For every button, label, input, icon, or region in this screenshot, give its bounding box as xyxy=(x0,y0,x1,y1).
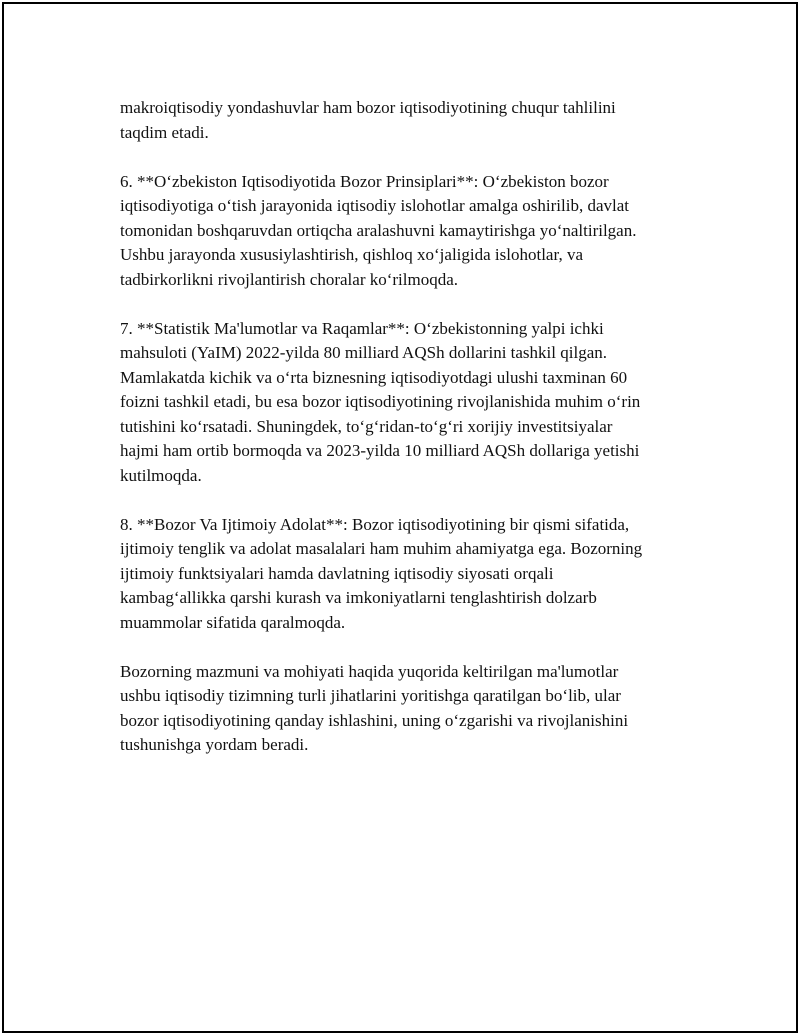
document-page xyxy=(2,2,798,1033)
text-line: makroiqtisodiy yondashuvlar ham bozor iqtisodiyotining chuqur tahlilini xyxy=(120,98,616,117)
paragraph-conclusion xyxy=(120,660,700,758)
paragraph-item-6 xyxy=(120,170,700,293)
text-line: mahsuloti (YaIM) 2022-yilda 80 milliard AQSh dollarini tashkil qilgan. xyxy=(120,343,607,362)
text-line: tutishini ko‘rsatadi. Shuningdek, to‘g‘ridan-to‘g‘ri xorijiy investitsiyalar xyxy=(120,416,613,436)
paragraph-item-8 xyxy=(120,513,700,636)
text-line: kambag‘allikka qarshi kurash va imkoniyatlarni tenglashtirish dolzarb xyxy=(120,588,597,607)
text-line: tadbirkorlikni rivojlantirish choralar ko‘rilmoqda. xyxy=(120,269,459,289)
text-line: taqdim etadi. xyxy=(120,122,209,142)
paragraph-intro-continuation xyxy=(120,96,700,145)
text-line: ijtimoiy funktsiyalari hamda davlatning iqtisodiy siyosati orqali xyxy=(120,563,554,583)
text-line: Mamlakatda kichik va o‘rta biznesning iqtisodiyotdagi ulushi taxminan 60 xyxy=(120,367,628,387)
text-line: ijtimoiy tenglik va adolat masalalari ham muhim ahamiyatga ega. Bozorning xyxy=(120,539,643,558)
text-line: 8. **Bozor Va Ijtimoiy Adolat**: Bozor iqtisodiyotining bir qismi sifatida, xyxy=(120,514,630,534)
paragraph-item-7 xyxy=(120,317,700,489)
text-line: tushunishga yordam beradi. xyxy=(120,735,309,754)
text-line: bozor iqtisodiyotining qanday ishlashini, uning o‘zgarishi va rivojlanishini xyxy=(120,710,629,730)
text-line: Ushbu jarayonda xususiylashtirish, qishloq xo‘jaligida islohotlar, va xyxy=(120,245,583,264)
text-line: hajmi ham ortib bormoqda va 2023-yilda 10 milliard AQSh dollariga yetishi xyxy=(120,441,640,460)
text-line: ushbu iqtisodiy tizimning turli jihatlarini yoritishga qaratilgan bo‘lib, ular xyxy=(120,686,621,705)
text-line: kutilmoqda. xyxy=(120,465,202,485)
text-line: muammolar sifatida qaralmoqda. xyxy=(120,612,346,632)
text-line: tomonidan boshqaruvdan ortiqcha aralashuvni kamaytirishga yo‘naltirilgan. xyxy=(120,220,637,240)
text-line: iqtisodiyotiga o‘tish jarayonida iqtisodiy islohotlar amalga oshirilib, davlat xyxy=(120,196,629,215)
document-body xyxy=(120,96,700,782)
text-line: 7. **Statistik Ma'lumotlar va Raqamlar**: O‘zbekistonning yalpi ichki xyxy=(120,318,604,338)
text-line: 6. **O‘zbekiston Iqtisodiyotida Bozor Prinsiplari**: O‘zbekiston bozor xyxy=(120,171,609,191)
text-line: foizni tashkil etadi, bu esa bozor iqtisodiyotining rivojlanishida muhim o‘rin xyxy=(120,392,641,411)
text-line: Bozorning mazmuni va mohiyati haqida yuqorida keltirilgan ma'lumotlar xyxy=(120,661,619,681)
